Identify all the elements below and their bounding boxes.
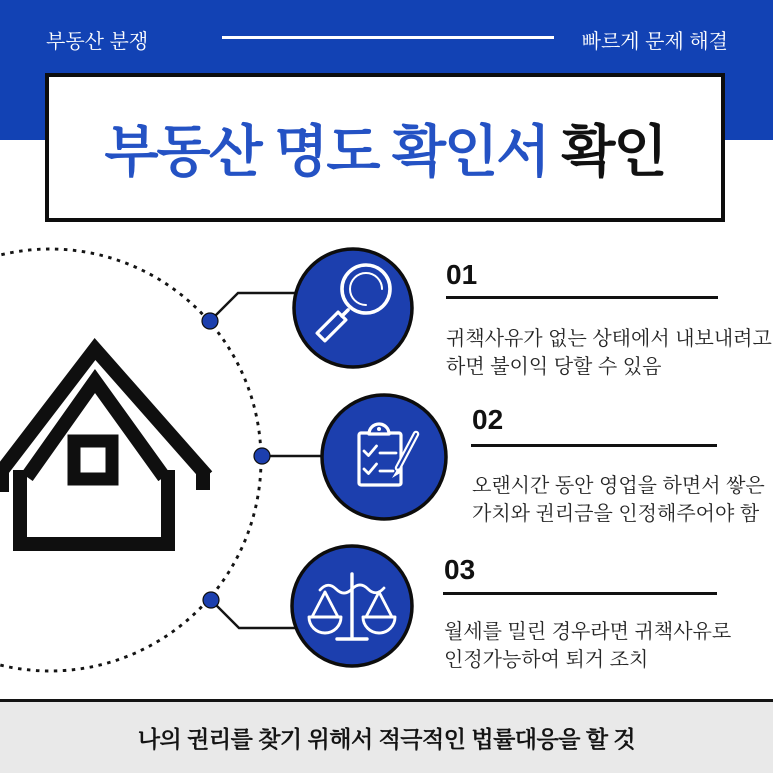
badge-1	[294, 249, 412, 367]
connector-1	[210, 293, 305, 321]
item-3-rule	[443, 592, 717, 595]
header-right-label: 빠르게 문제 해결	[581, 31, 728, 53]
item-1-line-1: 귀책사유가 없는 상태에서 내보내려고	[446, 328, 772, 350]
item-2-rule	[471, 444, 717, 447]
page-title-accent: 부동산 명도 확인서	[104, 119, 549, 183]
item-2-line-1: 오랜시간 동안 영업을 하면서 쌓은	[472, 475, 765, 497]
item-2-line-2: 가치와 권리금을 인정해주어야 함	[472, 503, 760, 525]
item-2-number: 02	[472, 404, 504, 435]
orbit-dot-1	[202, 313, 218, 329]
item-3-number: 03	[444, 554, 476, 585]
orbit-dot-2	[254, 448, 270, 464]
badge-2	[322, 395, 446, 519]
item-2-text	[472, 472, 765, 528]
badge-2-circle	[322, 395, 446, 519]
orbit-dot-3	[203, 592, 219, 608]
item-1-line-2: 하면 불이익 당할 수 있음	[446, 356, 662, 378]
item-1-text	[446, 325, 772, 381]
item-3-text	[444, 618, 731, 674]
footer-band	[0, 699, 773, 773]
house-icon	[0, 349, 207, 544]
item-3-line-2: 인정가능하여 퇴거 조치	[444, 649, 649, 671]
page-title-rest: 확인	[561, 119, 666, 183]
item-1-number: 01	[446, 259, 478, 290]
item-1-rule	[446, 296, 718, 299]
connector-3	[211, 600, 302, 628]
badge-3	[292, 546, 412, 666]
item-3-line-1: 월세를 밀린 경우라면 귀책사유로	[444, 621, 732, 643]
header-left-label: 부동산 분쟁	[46, 31, 149, 53]
title-box	[45, 73, 725, 222]
page-title	[104, 108, 665, 188]
orbit-dots	[202, 313, 270, 608]
footer-text: 나의 권리를 찾기 위해서 적극적인 법률대응을 할 것	[137, 726, 636, 752]
